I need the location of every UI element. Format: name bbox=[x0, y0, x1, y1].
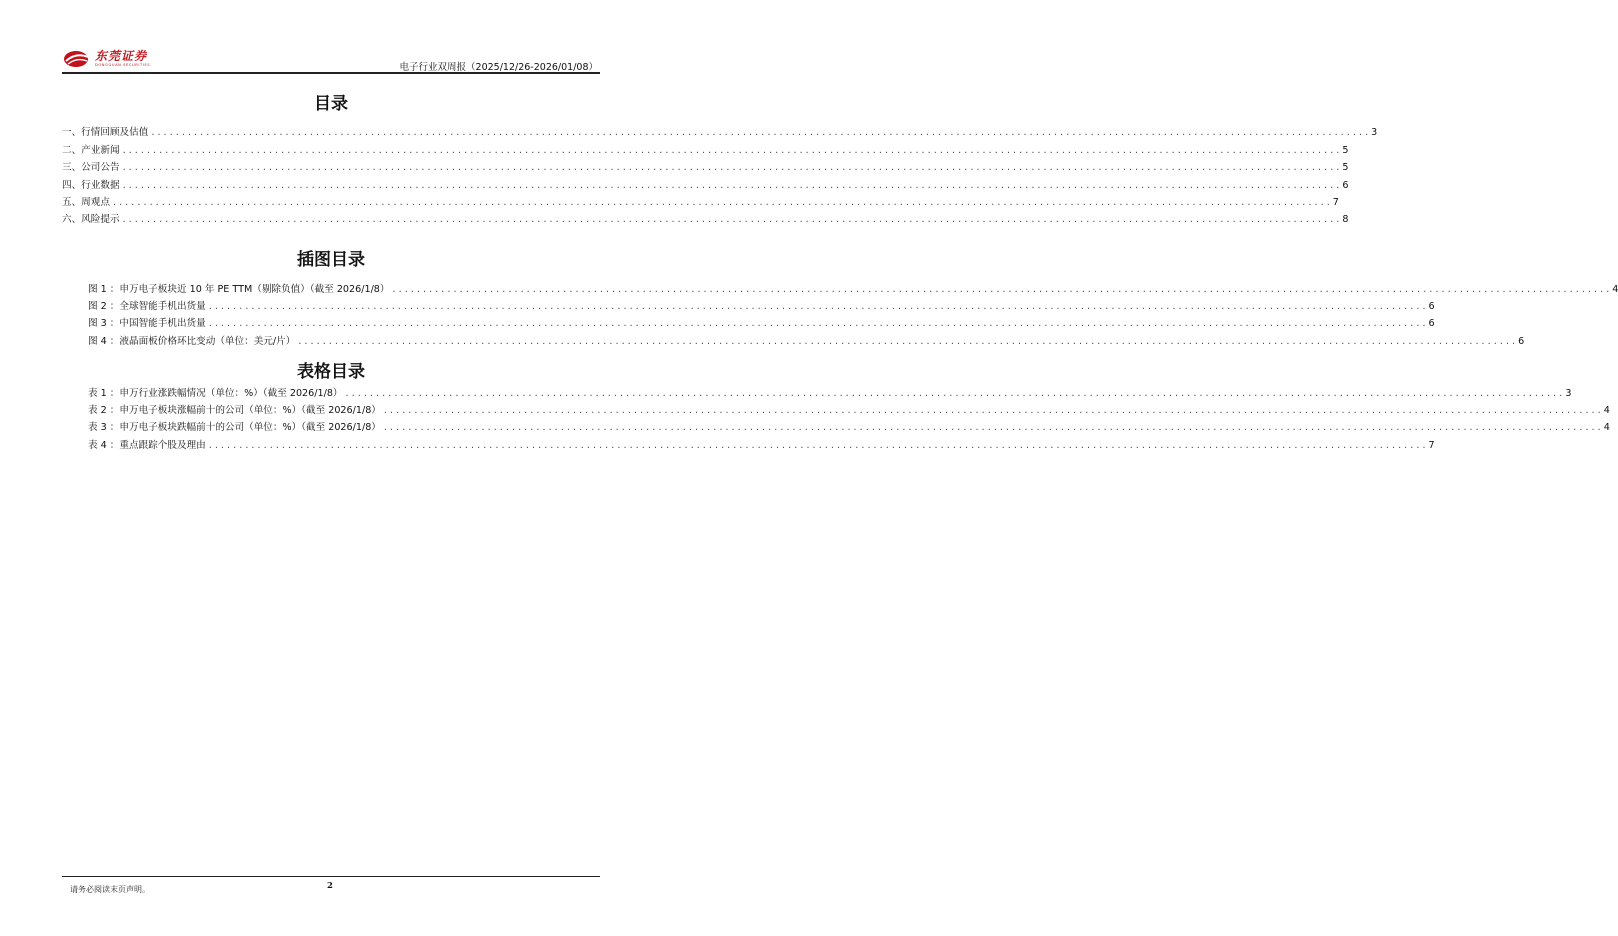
table-entry[interactable] bbox=[88, 404, 1610, 418]
leader-dots: . . . . . . . . . . . . . . . . . . . . . . . . . . . . . . . . . . . . . . . . . . . . . . . . . . . . . . . . . . . . . . . . . . . . . . . . . . . . . . . . . . . . . . . . . . . . . . . . . . . . . . . . . . . . . . . . . . . . . . . . . . . . . . . . . . . . . . . . . . . . . . . . . . . . . . . . . . . . . . . . . . . . . . . . . . . . . . . . . . . . . . . . . . . . . . . . . . . . . . . . bbox=[208, 318, 1426, 329]
table-entry[interactable] bbox=[88, 421, 1610, 435]
toc-entry-label: 四、行业数据 bbox=[62, 180, 120, 191]
table-entry-page: 4 bbox=[1603, 422, 1610, 433]
figure-entry-page: 4 bbox=[1612, 284, 1618, 295]
toc-entry-page: 5 bbox=[1342, 162, 1349, 173]
leader-dots: . . . . . . . . . . . . . . . . . . . . . . . . . . . . . . . . . . . . . . . . . . . . . . . . . . . . . . . . . . . . . . . . . . . . . . . . . . . . . . . . . . . . . . . . . . . . . . . . . . . . . . . . . . . . . . . . . . . . . . . . . . . . . . . . . . . . . . . . . . . . . . . . . . . . . . . . . . . . . . . . . . . . . . . . . . . . . . . . . . . . . . . . . . . . . . . . . . . . . . . . bbox=[122, 162, 1340, 173]
toc-entry-page: 5 bbox=[1342, 145, 1349, 156]
toc-entry[interactable] bbox=[62, 126, 1378, 140]
toc-entry[interactable] bbox=[62, 144, 1349, 158]
table-entry-label: 表 2 ：申万电子板块涨幅前十的公司（单位：%）（截至 2026/1/8） bbox=[88, 405, 381, 416]
disclaimer-note: 请务必阅读末页声明。 bbox=[70, 885, 150, 894]
figure-entry[interactable] bbox=[88, 283, 1618, 297]
leader-dots: . . . . . . . . . . . . . . . . . . . . . . . . . . . . . . . . . . . . . . . . . . . . . . . . . . . . . . . . . . . . . . . . . . . . . . . . . . . . . . . . . . . . . . . . . . . . . . . . . . . . . . . . . . . . . . . . . . . . . . . . . . . . . . . . . . . . . . . . . . . . . . . . . . . . . . . . . . . . . . . . . . . . . . . . . . . . . . . . . . . . . . . . . . . . . . . . . . . . . . . . bbox=[298, 336, 1516, 347]
toc-entry-label: 三、公司公告 bbox=[62, 162, 120, 173]
figure-entry-label: 图 2 ：全球智能手机出货量 bbox=[88, 301, 206, 312]
leader-dots: . . . . . . . . . . . . . . . . . . . . . . . . . . . . . . . . . . . . . . . . . . . . . . . . . . . . . . . . . . . . . . . . . . . . . . . . . . . . . . . . . . . . . . . . . . . . . . . . . . . . . . . . . . . . . . . . . . . . . . . . . . . . . . . . . . . . . . . . . . . . . . . . . . . . . . . . . . . . . . . . . . . . . . . . . . . . . . . . . . . . . . . . . . . . . . . . . . . . . . . . bbox=[345, 388, 1563, 399]
figure-entry[interactable] bbox=[88, 317, 1435, 331]
figure-entry-page: 6 bbox=[1518, 336, 1525, 347]
leader-dots: . . . . . . . . . . . . . . . . . . . . . . . . . . . . . . . . . . . . . . . . . . . . . . . . . . . . . . . . . . . . . . . . . . . . . . . . . . . . . . . . . . . . . . . . . . . . . . . . . . . . . . . . . . . . . . . . . . . . . . . . . . . . . . . . . . . . . . . . . . . . . . . . . . . . . . . . . . . . . . . . . . . . . . . . . . . . . . . . . . . . . . . . . . . . . . . . . . . . . . . . bbox=[151, 127, 1369, 138]
toc-entry[interactable] bbox=[62, 196, 1339, 210]
leader-dots: . . . . . . . . . . . . . . . . . . . . . . . . . . . . . . . . . . . . . . . . . . . . . . . . . . . . . . . . . . . . . . . . . . . . . . . . . . . . . . . . . . . . . . . . . . . . . . . . . . . . . . . . . . . . . . . . . . . . . . . . . . . . . . . . . . . . . . . . . . . . . . . . . . . . . . . . . . . . . . . . . . . . . . . . . . . . . . . . . . . . . . . . . . . . . . . . . . . . . . . . bbox=[122, 145, 1340, 156]
table-entry-page: 3 bbox=[1565, 388, 1572, 399]
logo-chinese-name: 东莞证券 bbox=[95, 49, 148, 64]
figure-entry[interactable] bbox=[88, 335, 1525, 349]
table-list-title: 表格目录 bbox=[297, 362, 365, 382]
table-entry[interactable] bbox=[88, 439, 1435, 453]
toc-entry-label: 六、风险提示 bbox=[62, 214, 120, 225]
figure-list-title: 插图目录 bbox=[297, 250, 365, 270]
report-title: 电子行业双周报（2025/12/26-2026/01/08） bbox=[399, 62, 598, 73]
page-header bbox=[62, 47, 600, 74]
toc-entry-label: 二、产业新闻 bbox=[62, 145, 120, 156]
table-entry-label: 表 3 ：申万电子板块跌幅前十的公司（单位：%）（截至 2026/1/8） bbox=[88, 422, 381, 433]
leader-dots: . . . . . . . . . . . . . . . . . . . . . . . . . . . . . . . . . . . . . . . . . . . . . . . . . . . . . . . . . . . . . . . . . . . . . . . . . . . . . . . . . . . . . . . . . . . . . . . . . . . . . . . . . . . . . . . . . . . . . . . . . . . . . . . . . . . . . . . . . . . . . . . . . . . . . . . . . . . . . . . . . . . . . . . . . . . . . . . . . . . . . . . . . . . . . . . . . . . . . . . . bbox=[392, 284, 1610, 295]
figure-entry-page: 6 bbox=[1428, 301, 1435, 312]
toc-entry-page: 7 bbox=[1332, 197, 1339, 208]
toc-entry[interactable] bbox=[62, 161, 1349, 175]
toc-entry-page: 8 bbox=[1342, 214, 1349, 225]
leader-dots: . . . . . . . . . . . . . . . . . . . . . . . . . . . . . . . . . . . . . . . . . . . . . . . . . . . . . . . . . . . . . . . . . . . . . . . . . . . . . . . . . . . . . . . . . . . . . . . . . . . . . . . . . . . . . . . . . . . . . . . . . . . . . . . . . . . . . . . . . . . . . . . . . . . . . . . . . . . . . . . . . . . . . . . . . . . . . . . . . . . . . . . . . . . . . . . . . . . . . . . . bbox=[122, 214, 1340, 225]
toc-title: 目录 bbox=[314, 94, 348, 114]
figure-entry-label: 图 3 ：中国智能手机出货量 bbox=[88, 318, 206, 329]
leader-dots: . . . . . . . . . . . . . . . . . . . . . . . . . . . . . . . . . . . . . . . . . . . . . . . . . . . . . . . . . . . . . . . . . . . . . . . . . . . . . . . . . . . . . . . . . . . . . . . . . . . . . . . . . . . . . . . . . . . . . . . . . . . . . . . . . . . . . . . . . . . . . . . . . . . . . . . . . . . . . . . . . . . . . . . . . . . . . . . . . . . . . . . . . . . . . . . . . . . . . . . . bbox=[208, 301, 1426, 312]
page-number: 2 bbox=[327, 881, 333, 891]
leader-dots: . . . . . . . . . . . . . . . . . . . . . . . . . . . . . . . . . . . . . . . . . . . . . . . . . . . . . . . . . . . . . . . . . . . . . . . . . . . . . . . . . . . . . . . . . . . . . . . . . . . . . . . . . . . . . . . . . . . . . . . . . . . . . . . . . . . . . . . . . . . . . . . . . . . . . . . . . . . . . . . . . . . . . . . . . . . . . . . . . . . . . . . . . . . . . . . . . . . . . . . . bbox=[383, 405, 1601, 416]
table-entry-label: 表 4 ：重点跟踪个股及理由 bbox=[88, 440, 206, 451]
page-footer bbox=[62, 876, 600, 894]
logo-english-name: DONGGUAN SECURITIES bbox=[95, 63, 151, 68]
table-entry-page: 7 bbox=[1428, 440, 1435, 451]
figure-entry-label: 图 4 ：液晶面板价格环比变动（单位：美元/片） bbox=[88, 336, 296, 347]
toc-entry-page: 3 bbox=[1371, 127, 1378, 138]
company-logo bbox=[62, 49, 150, 69]
toc-entry[interactable] bbox=[62, 179, 1349, 193]
leader-dots: . . . . . . . . . . . . . . . . . . . . . . . . . . . . . . . . . . . . . . . . . . . . . . . . . . . . . . . . . . . . . . . . . . . . . . . . . . . . . . . . . . . . . . . . . . . . . . . . . . . . . . . . . . . . . . . . . . . . . . . . . . . . . . . . . . . . . . . . . . . . . . . . . . . . . . . . . . . . . . . . . . . . . . . . . . . . . . . . . . . . . . . . . . . . . . . . . . . . . . . . bbox=[112, 197, 1330, 208]
toc-entry-label: 一、行情回顾及估值 bbox=[62, 127, 149, 138]
company-logo-icon bbox=[62, 49, 92, 69]
toc-entry-page: 6 bbox=[1342, 180, 1349, 191]
toc-entry[interactable] bbox=[62, 213, 1349, 227]
leader-dots: . . . . . . . . . . . . . . . . . . . . . . . . . . . . . . . . . . . . . . . . . . . . . . . . . . . . . . . . . . . . . . . . . . . . . . . . . . . . . . . . . . . . . . . . . . . . . . . . . . . . . . . . . . . . . . . . . . . . . . . . . . . . . . . . . . . . . . . . . . . . . . . . . . . . . . . . . . . . . . . . . . . . . . . . . . . . . . . . . . . . . . . . . . . . . . . . . . . . . . . . bbox=[122, 180, 1340, 191]
figure-entry-label: 图 1 ：申万电子板块近 10 年 PE TTM（剔除负值）（截至 2026/1/8） bbox=[88, 284, 390, 295]
toc-entry-label: 五、周观点 bbox=[62, 197, 110, 208]
table-entry[interactable] bbox=[88, 387, 1572, 401]
table-entry-label: 表 1 ：申万行业涨跌幅情况（单位：%）（截至 2026/1/8） bbox=[88, 388, 343, 399]
leader-dots: . . . . . . . . . . . . . . . . . . . . . . . . . . . . . . . . . . . . . . . . . . . . . . . . . . . . . . . . . . . . . . . . . . . . . . . . . . . . . . . . . . . . . . . . . . . . . . . . . . . . . . . . . . . . . . . . . . . . . . . . . . . . . . . . . . . . . . . . . . . . . . . . . . . . . . . . . . . . . . . . . . . . . . . . . . . . . . . . . . . . . . . . . . . . . . . . . . . . . . . . bbox=[208, 440, 1426, 451]
figure-entry[interactable] bbox=[88, 300, 1435, 314]
leader-dots: . . . . . . . . . . . . . . . . . . . . . . . . . . . . . . . . . . . . . . . . . . . . . . . . . . . . . . . . . . . . . . . . . . . . . . . . . . . . . . . . . . . . . . . . . . . . . . . . . . . . . . . . . . . . . . . . . . . . . . . . . . . . . . . . . . . . . . . . . . . . . . . . . . . . . . . . . . . . . . . . . . . . . . . . . . . . . . . . . . . . . . . . . . . . . . . . . . . . . . . . bbox=[383, 422, 1601, 433]
table-entry-page: 4 bbox=[1603, 405, 1610, 416]
figure-entry-page: 6 bbox=[1428, 318, 1435, 329]
